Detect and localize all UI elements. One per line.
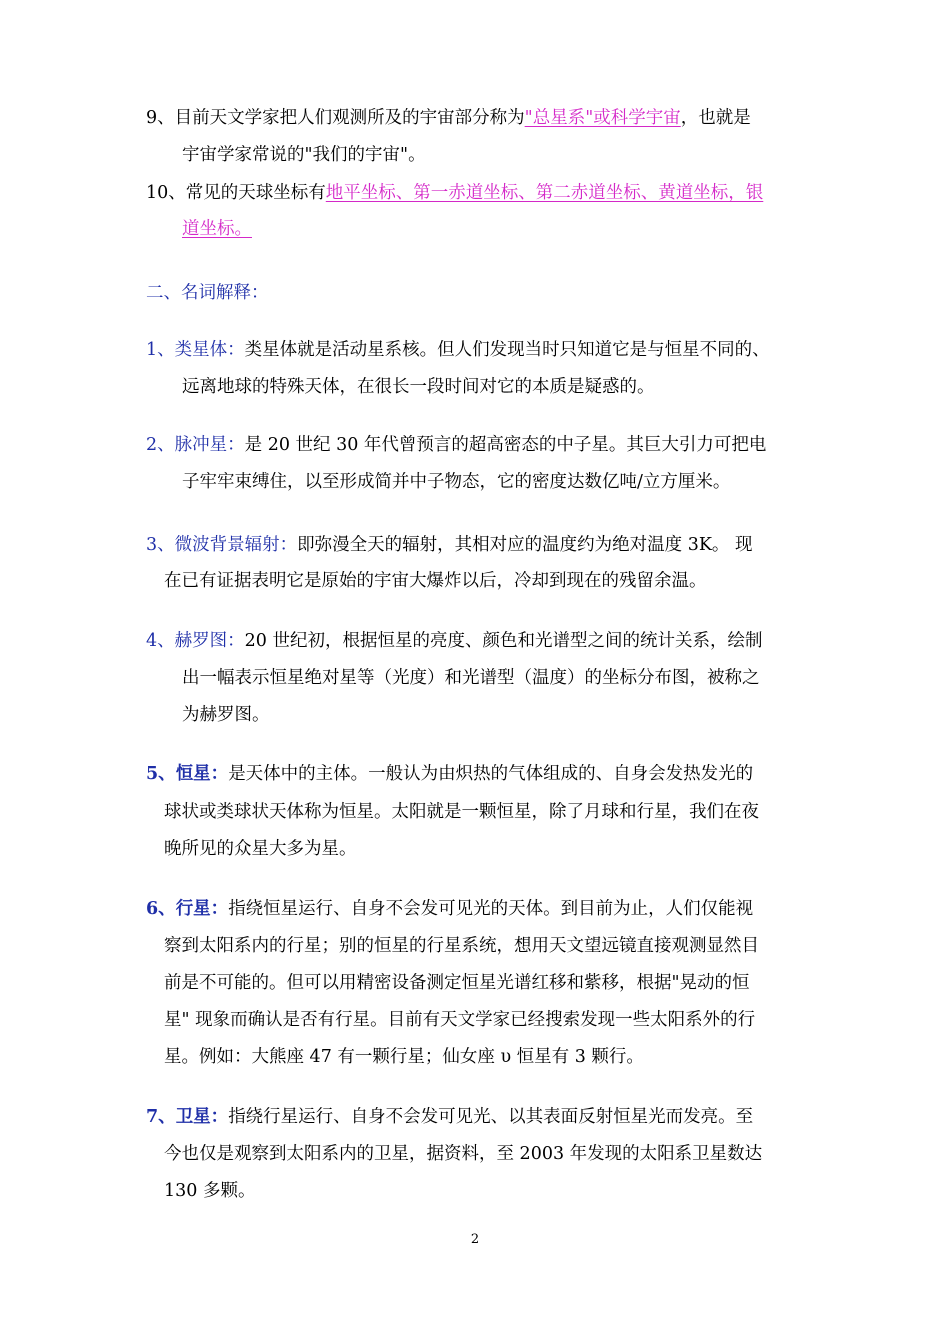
term-3-line-2: 在已有证据表明它是原始的宇宙大爆炸以后，冷却到现在的残留余温。: [164, 571, 707, 591]
term-6-line-3: 前是不可能的。但可以用精密设备测定恒星光谱红移和紫移，根据"晃动的恒: [164, 973, 750, 993]
term-3-line-1: [146, 533, 752, 557]
question-10-answer-part-2: 道坐标。: [182, 219, 252, 239]
term-7-line-1: [146, 1105, 753, 1129]
term-1-definition: 类星体就是活动星系核。但人们发现当时只知道它是与恒星不同的、: [244, 340, 770, 360]
page-number: 2: [470, 1232, 480, 1247]
term-2-title: 脉冲星：: [174, 435, 245, 455]
term-2-number: 2、: [146, 435, 175, 455]
term-4-definition: 20 世纪初，根据恒星的亮度、颜色和光谱型之间的统计关系，绘制: [244, 631, 763, 651]
question-9-text-after: ，也就是: [680, 108, 751, 128]
term-7-title: 卫星：: [175, 1107, 229, 1127]
term-6-line-1: [146, 897, 753, 921]
question-9-line-1: [146, 106, 751, 130]
term-4-line-3: 为赫罗图。: [182, 705, 270, 725]
term-7-line-3: 130 多颗。: [164, 1181, 256, 1201]
term-4-line-2: 出一幅表示恒星绝对星等（光度）和光谱型（温度）的坐标分布图，被称之: [182, 668, 760, 688]
term-5-line-3: 晚所见的众星大多为星。: [164, 839, 357, 859]
question-9-line-2: 宇宙学家常说的"我们的宇宙"。: [182, 145, 426, 165]
question-10-answer-part-1: 地平坐标、第一赤道坐标、第二赤道坐标、黄道坐标，银: [325, 183, 764, 203]
term-3-title: 微波背景辐射：: [174, 535, 298, 555]
question-9-number: 9、: [146, 108, 175, 128]
term-3-definition: 即弥漫全天的辐射，其相对应的温度约为绝对温度 3K。 现: [297, 535, 753, 555]
term-4-number: 4、: [146, 631, 175, 651]
term-7-definition: 指绕行星运行、自身不会发可见光、以其表面反射恒星光而发亮。至: [228, 1107, 754, 1127]
term-6-line-4: 星" 现象而确认是否有行星。目前有天文学家已经搜索发现一些太阳系外的行: [164, 1010, 756, 1030]
question-10-text: 10、常见的天球坐标有: [146, 183, 326, 203]
term-5-line-2: 球状或类球状天体称为恒星。太阳就是一颗恒星，除了月球和行星，我们在夜: [164, 802, 759, 822]
term-5-number: 5、: [146, 764, 176, 784]
term-1-line-1: [146, 338, 770, 362]
question-9-text: 目前天文学家把人们观测所及的宇宙部分称为: [174, 108, 525, 128]
term-6-number: 6、: [146, 899, 176, 919]
term-1-line-2: 远离地球的特殊天体，在很长一段时间对它的本质是疑惑的。: [182, 377, 655, 397]
term-6-title: 行星：: [175, 899, 229, 919]
term-2-definition: 是 20 世纪 30 年代曾预言的超高密态的中子星。其巨大引力可把电: [244, 435, 767, 455]
term-2-line-2: 子牢牢束缚住，以至形成简并中子物态，它的密度达数亿吨/立方厘米。: [182, 472, 731, 492]
question-9-answer: "总星系"或科学宇宙: [524, 108, 681, 128]
term-5-title: 恒星：: [175, 764, 229, 784]
term-5-definition: 是天体中的主体。一般认为由炽热的气体组成的、自身会发热发光的: [228, 764, 754, 784]
term-2-line-1: [146, 433, 766, 457]
term-1-title: 类星体：: [174, 340, 245, 360]
question-10-line-2: [182, 217, 252, 241]
section-2-heading: 二、名词解释：: [146, 283, 269, 303]
term-7-number: 7、: [146, 1107, 176, 1127]
term-3-number: 3、: [146, 535, 175, 555]
term-4-line-1: [146, 629, 762, 653]
term-5-line-1: [146, 762, 753, 786]
term-6-definition: 指绕恒星运行、自身不会发可见光的天体。到目前为止，人们仅能视: [228, 899, 754, 919]
question-10-line-1: [146, 181, 763, 205]
term-4-title: 赫罗图：: [174, 631, 245, 651]
term-1-number: 1、: [146, 340, 175, 360]
term-6-line-5: 星。例如：大熊座 47 有一颗行星；仙女座 υ 恒星有 3 颗行。: [164, 1047, 644, 1067]
term-7-line-2: 今也仅是观察到太阳系内的卫星，据资料，至 2003 年发现的太阳系卫星数达: [164, 1144, 763, 1164]
term-6-line-2: 察到太阳系内的行星；别的恒星的行星系统，想用天文望远镜直接观测显然目: [164, 936, 759, 956]
